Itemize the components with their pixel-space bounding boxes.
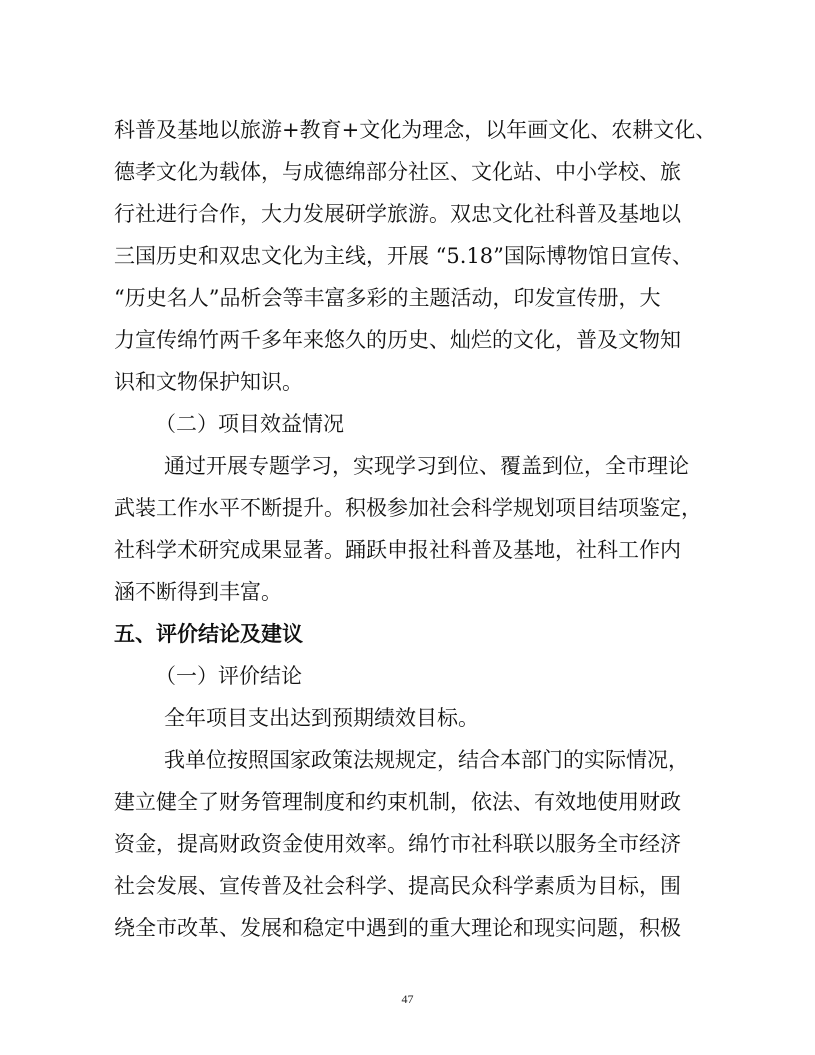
- body-text-line: 建立健全了财务管理制度和约束机制，依法、有效地使用财政: [114, 790, 681, 814]
- body-text-line: 德孝文化为载体，与成德绵部分社区、文化站、中小学校、旅: [114, 160, 681, 184]
- body-text-line: 我单位按照国家政策法规规定，结合本部门的实际情况，: [164, 748, 689, 772]
- body-text-line: 社科学术研究成果显著。踊跃申报社科普及基地，社科工作内: [114, 538, 681, 562]
- subsection-heading: （二）项目效益情况: [155, 412, 344, 436]
- body-text-line: 行社进行合作，大力发展研学旅游。双忠文化社科普及基地以: [114, 202, 681, 226]
- body-text-line: 资金，提高财政资金使用效率。绵竹市社科联以服务全市经济: [114, 832, 681, 856]
- body-text-line: 涵不断得到丰富。: [114, 580, 282, 604]
- body-text-line: “历史名人”品析会等丰富多彩的主题活动，印发宣传册，大: [114, 286, 661, 310]
- body-text-line: 武装工作水平不断提升。积极参加社会科学规划项目结项鉴定，: [114, 496, 702, 520]
- body-text-line: 社会发展、宣传普及社会科学、提高民众科学素质为目标，围: [114, 874, 681, 898]
- body-text-line: 全年项目支出达到预期绩效目标。: [164, 706, 479, 730]
- body-text-line: 力宣传绵竹两千多年来悠久的历史、灿烂的文化，普及文物知: [114, 328, 681, 352]
- body-text-line: 绕全市改革、发展和稳定中遇到的重大理论和现实问题，积极: [114, 916, 681, 940]
- body-text-line: 识和文物保护知识。: [114, 370, 303, 394]
- subsection-heading: （一）评价结论: [155, 664, 302, 688]
- section-heading: 五、评价结论及建议: [114, 622, 303, 646]
- body-text-line: 科普及基地以旅游+教育+文化为理念，以年画文化、农耕文化、: [114, 118, 717, 142]
- body-text-line: 三国历史和双忠文化为主线，开展 “5.18”国际博物馆日宣传、: [114, 244, 693, 268]
- body-text-line: 通过开展专题学习，实现学习到位、覆盖到位，全市理论: [164, 454, 689, 478]
- page-number: 47: [401, 992, 414, 1006]
